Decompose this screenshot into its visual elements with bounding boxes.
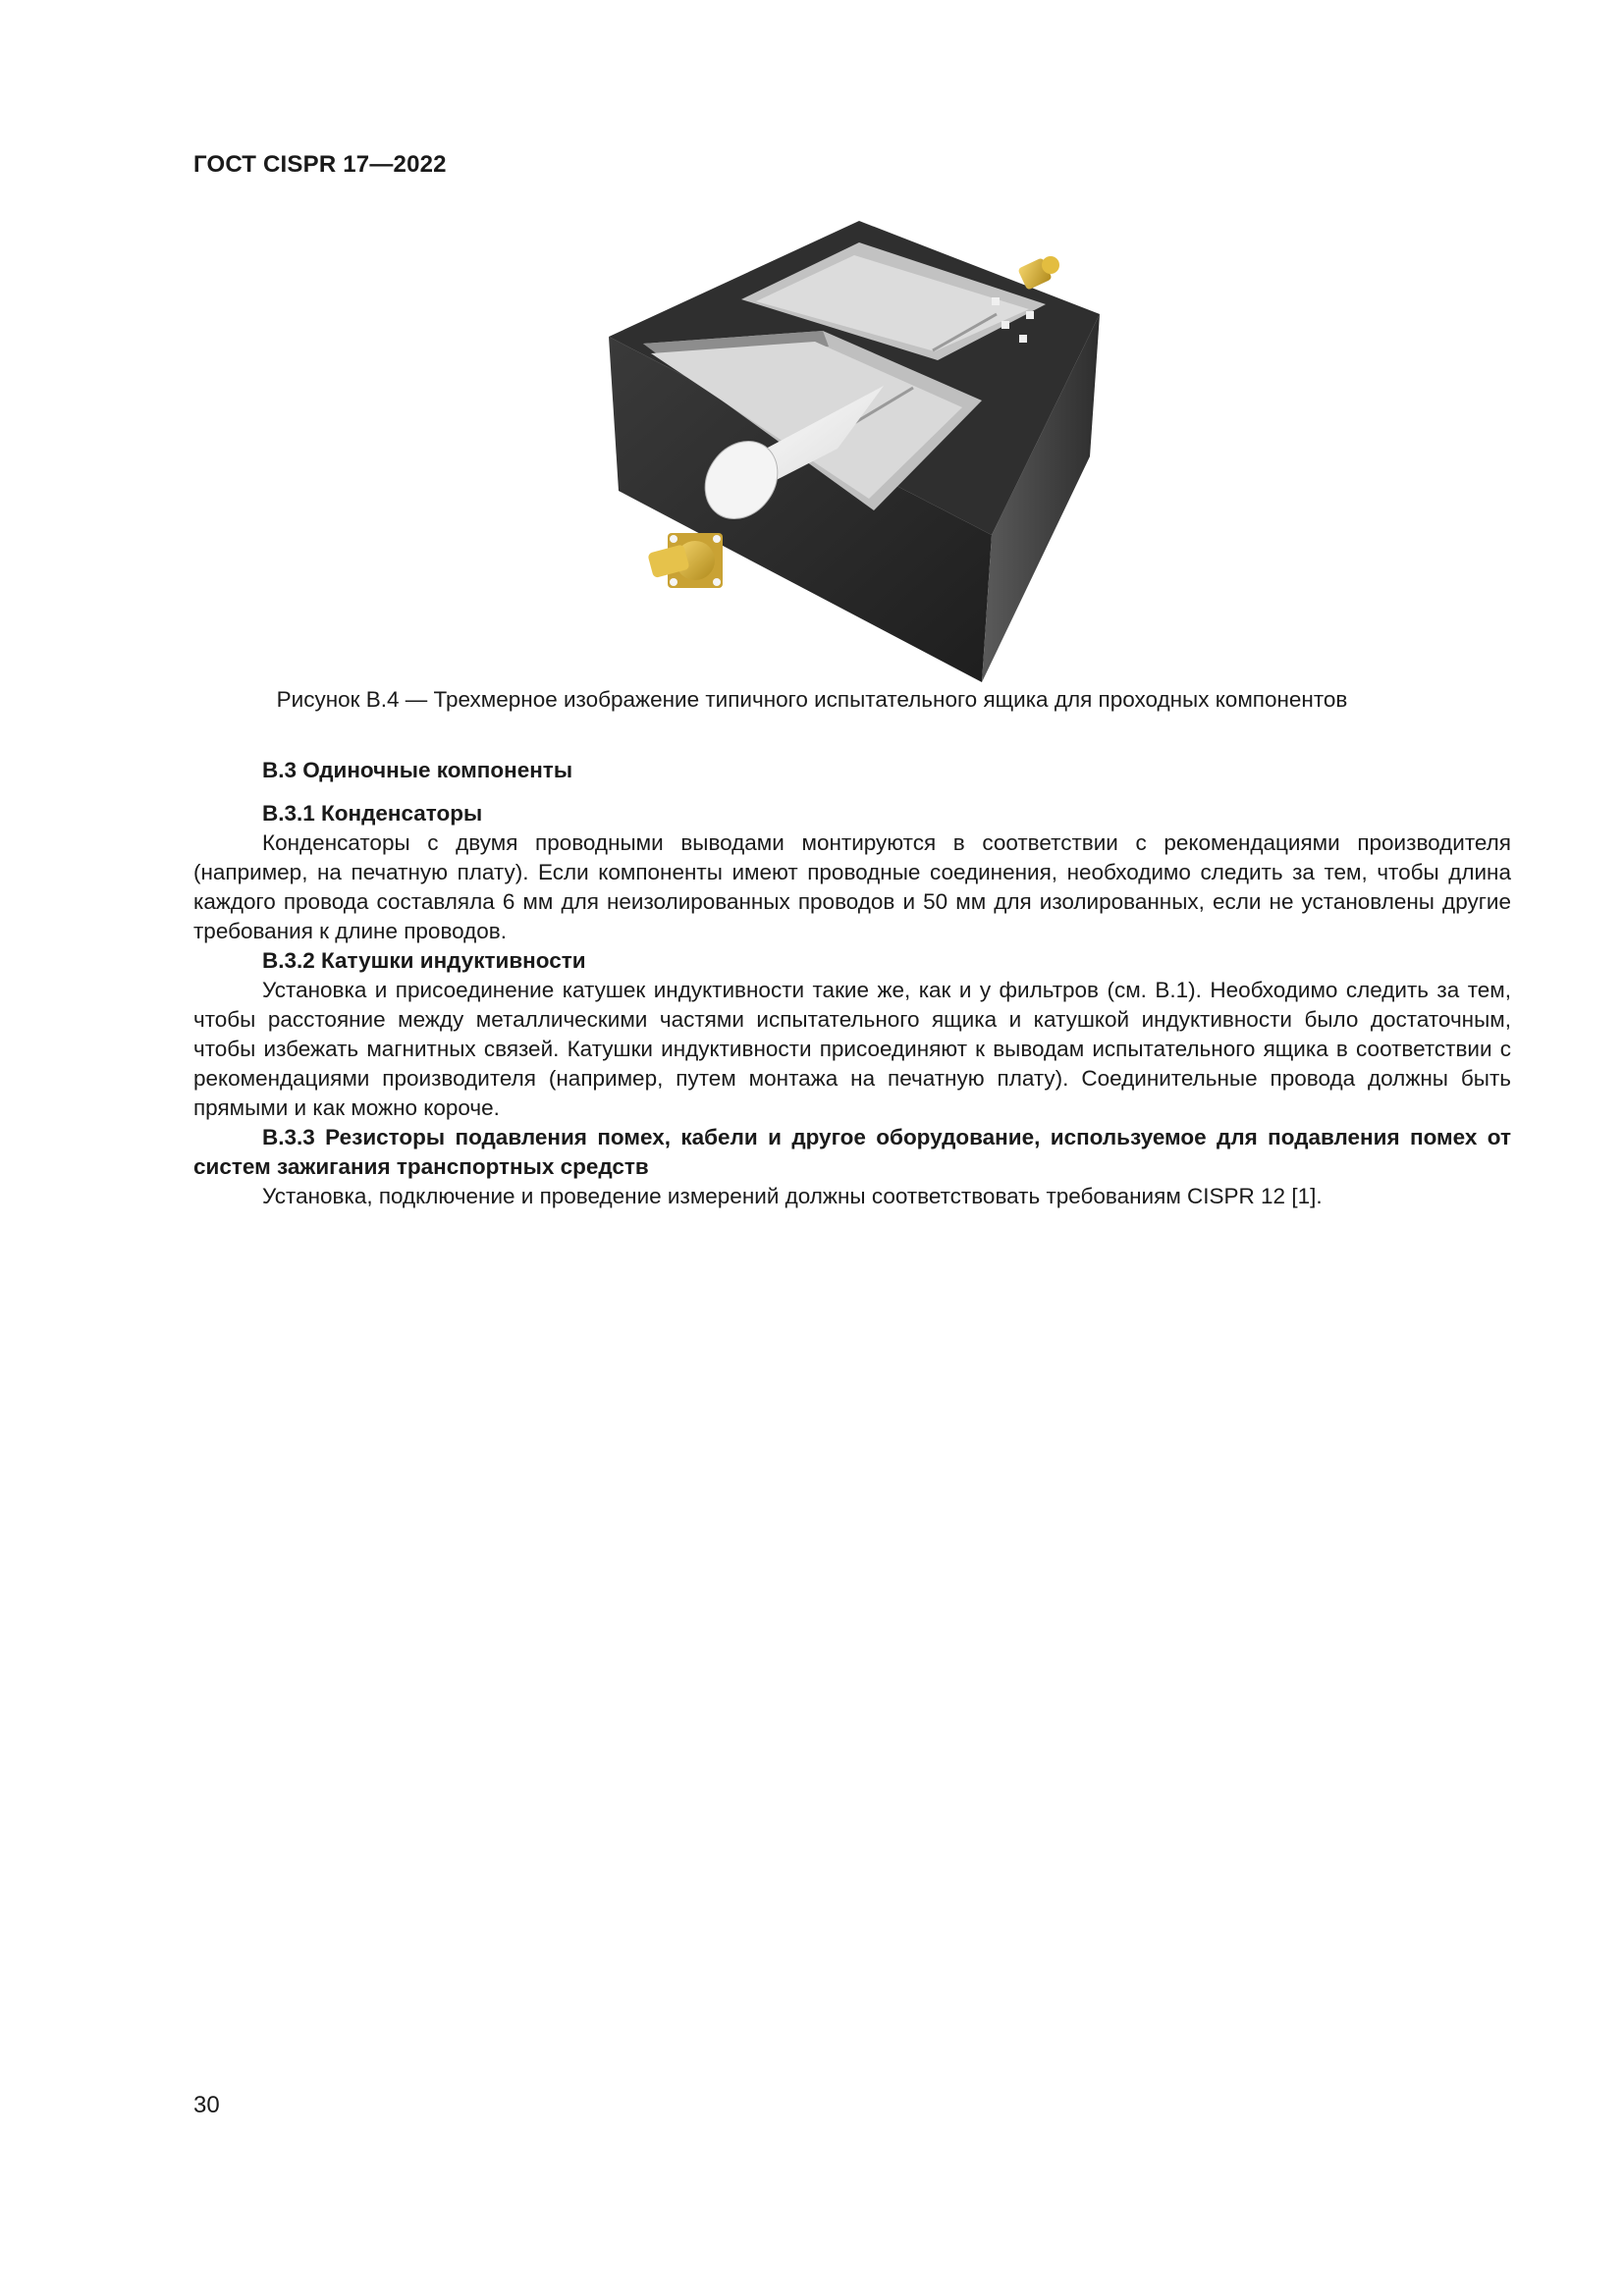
page-number: 30 xyxy=(193,2092,220,2118)
document-body xyxy=(193,756,1511,1211)
section-heading-b32: В.3.2 Катушки индуктивности xyxy=(262,948,586,973)
figure-caption: Рисунок В.4 — Трехмерное изображение типичного испытательного ящика для проходных компонентов xyxy=(276,687,1348,712)
test-box-figure xyxy=(589,221,1119,682)
section-text-b32: Установка и присоединение катушек индуктивности такие же, как и у фильтров (см. В.1). Необходимо следить за тем, чтобы расстояние между металлическими частями испытательного ящика и катушкой индуктивности было достаточным, чтобы избежать магнитных связей. Катушки индуктивности присоединяют к выводам испытательного ящика в соответствии с рекомендациями производителя (например, путем монтажа на печатную плату). Соединительные провода должны быть прямыми и как можно короче. xyxy=(193,978,1511,1120)
section-text-b31: Конденсаторы с двумя проводными выводами монтируются в соответствии с рекомендациями производителя (например, на печатную плату). Если компоненты имеют проводные соединения, необходимо следить за тем, чтобы длина каждого провода составляла 6 мм для неизолированных проводов и 50 мм для изолированных, если не установлены другие требования к длине проводов. xyxy=(193,830,1511,943)
document-header: ГОСТ CISPR 17—2022 xyxy=(193,151,447,178)
section-heading-b31: В.3.1 Конденсаторы xyxy=(262,801,483,826)
section-text-b33: Установка, подключение и проведение измерений должны соответствовать требованиям CISPR 12 [1]. xyxy=(262,1184,1323,1208)
test-box-illustration xyxy=(589,221,1119,682)
coaxial-connector-icon xyxy=(647,533,723,588)
section-heading-b33: В.3.3 Резисторы подавления помех, кабели и другое оборудование, используемое для подавления помех от систем зажигания транспортных средств xyxy=(193,1125,1511,1179)
section-heading-b3: В.3 Одиночные компоненты xyxy=(262,758,573,782)
